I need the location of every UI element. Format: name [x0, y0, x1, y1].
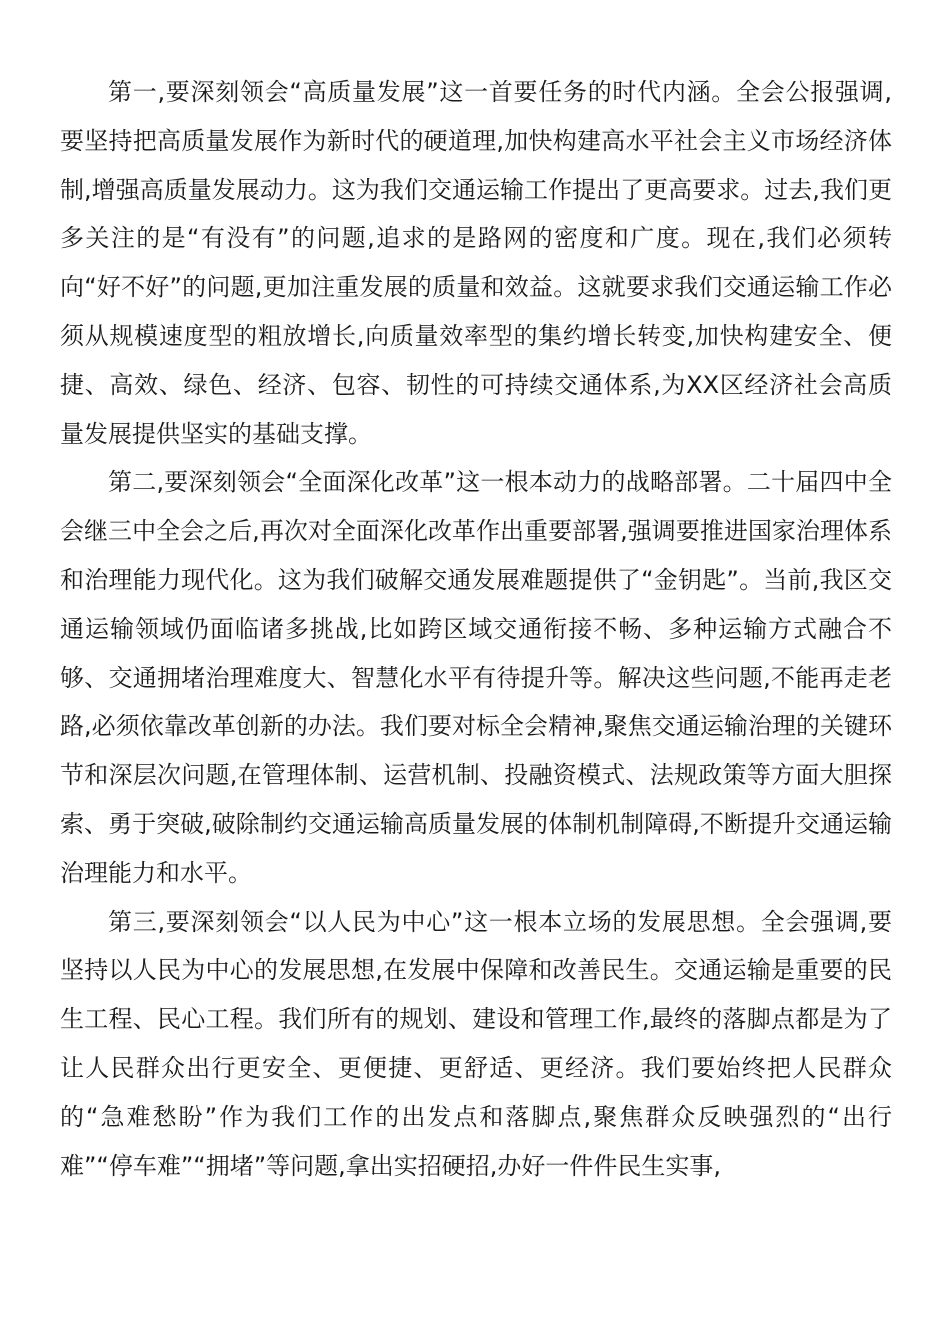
- document-body: [60, 68, 892, 1190]
- paragraph-2: 第二,要深刻领会“全面深化改革”这一根本动力的战略部署。二十届四中全会继三中全会之后,再次对全面深化改革作出重要部署,强调要推进国家治理体系和治理能力现代化。这为我们破解交通发展难题提供了“金钥匙”。当前,我区交通运输领域仍面临诸多挑战,比如跨区域交通衔接不畅、多种运输方式融合不够、交通拥堵治理难度大、智慧化水平有待提升等。解决这些问题,不能再走老路,必须依靠改革创新的办法。我们要对标全会精神,聚焦交通运输治理的关键环节和深层次问题,在管理体制、运营机制、投融资模式、法规政策等方面大胆探索、勇于突破,破除制约交通运输高质量发展的体制机制障碍,不断提升交通运输治理能力和水平。: [60, 468, 892, 887]
- paragraph-1: 第一,要深刻领会“高质量发展”这一首要任务的时代内涵。全会公报强调,要坚持把高质量发展作为新时代的硬道理,加快构建高水平社会主义市场经济体制,增强高质量发展动力。这为我们交通运输工作提出了更高要求。过去,我们更多关注的是“有没有”的问题,追求的是路网的密度和广度。现在,我们必须转向“好不好”的问题,更加注重发展的质量和效益。这就要求我们交通运输工作必须从规模速度型的粗放增长,向质量效率型的集约增长转变,加快构建安全、便捷、高效、绿色、经济、包容、韧性的可持续交通体系,为XX区经济社会高质量发展提供坚实的基础支撑。: [60, 78, 892, 448]
- paragraph-3: 第三,要深刻领会“以人民为中心”这一根本立场的发展思想。全会强调,要坚持以人民为中心的发展思想,在发展中保障和改善民生。交通运输是重要的民生工程、民心工程。我们所有的规划、建设和管理工作,最终的落脚点都是为了让人民群众出行更安全、更便捷、更舒适、更经济。我们要始终把人民群众的“急难愁盼”作为我们工作的出发点和落脚点,聚焦群众反映强烈的“出行难”“停车难”“拥堵”等问题,拿出实招硬招,办好一件件民生实事,: [60, 907, 892, 1180]
